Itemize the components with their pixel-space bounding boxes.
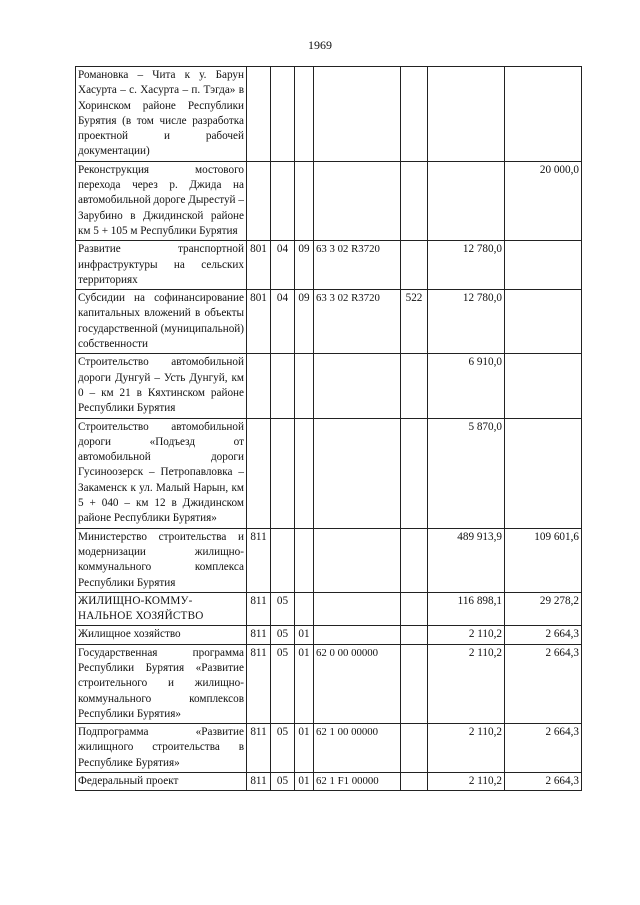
row-pr-cell <box>295 418 314 528</box>
table-row <box>76 773 582 791</box>
row-pr-cell <box>295 161 314 240</box>
row-name-cell: Строительство автомобильной дороги Дунгуй – Усть Дунгуй, км 0 – км 21 в Кяхтинском районе Республики Бурятия <box>76 354 247 418</box>
table-row <box>76 528 582 592</box>
table-row <box>76 644 582 723</box>
row-sum-1-cell: 2 110,2 <box>428 724 505 773</box>
table-row <box>76 724 582 773</box>
row-sum-1-cell <box>428 161 505 240</box>
row-gr-cell: 811 <box>247 773 271 791</box>
row-gr-cell: 811 <box>247 592 271 626</box>
row-rz-cell <box>271 354 295 418</box>
row-name-cell: ЖИЛИЩНО-КОММУ-НАЛЬНОЕ ХОЗЯЙСТВО <box>76 592 247 626</box>
row-sum-1-cell: 12 780,0 <box>428 241 505 290</box>
row-name-cell: Подпрограмма «Развитие жилищного строительства в Республике Бурятия» <box>76 724 247 773</box>
row-csr-cell <box>314 354 401 418</box>
row-pr-cell: 01 <box>295 626 314 644</box>
row-name-cell: Развитие транспортной инфраструктуры на сельских территориях <box>76 241 247 290</box>
row-rz-cell: 05 <box>271 724 295 773</box>
row-pr-cell <box>295 67 314 162</box>
row-sum-1-cell: 2 110,2 <box>428 644 505 723</box>
table-row <box>76 241 582 290</box>
row-csr-cell <box>314 161 401 240</box>
row-vr-cell <box>401 418 428 528</box>
table-row <box>76 67 582 162</box>
row-sum-2-cell <box>505 418 582 528</box>
row-name-cell: Романовка – Чита к у. Барун Хасурта – с. Хасурта – п. Тэгда» в Хоринском районе Республики Бурятия (в том числе разработка проектной и рабочей документации) <box>76 67 247 162</box>
row-rz-cell: 05 <box>271 644 295 723</box>
row-sum-1-cell: 2 110,2 <box>428 773 505 791</box>
row-pr-cell: 09 <box>295 290 314 354</box>
row-sum-2-cell: 2 664,3 <box>505 644 582 723</box>
budget-table <box>75 66 582 791</box>
row-vr-cell <box>401 161 428 240</box>
row-name-cell: Государственная программа Республики Бурятия «Развитие строительного и жилищно-коммунального комплексов Республики Бурятия» <box>76 644 247 723</box>
row-name-cell: Федеральный проект <box>76 773 247 791</box>
table-row <box>76 354 582 418</box>
row-sum-1-cell: 2 110,2 <box>428 626 505 644</box>
row-name-cell: Субсидии на софинансирование капитальных вложений в объекты государственной (муниципальной) собственности <box>76 290 247 354</box>
row-csr-cell: 63 3 02 R3720 <box>314 241 401 290</box>
row-gr-cell <box>247 418 271 528</box>
row-sum-2-cell: 2 664,3 <box>505 773 582 791</box>
row-pr-cell: 01 <box>295 773 314 791</box>
row-vr-cell <box>401 626 428 644</box>
row-vr-cell <box>401 241 428 290</box>
row-vr-cell <box>401 773 428 791</box>
row-sum-1-cell: 116 898,1 <box>428 592 505 626</box>
table-row <box>76 418 582 528</box>
row-csr-cell <box>314 626 401 644</box>
row-sum-2-cell <box>505 354 582 418</box>
row-sum-2-cell: 2 664,3 <box>505 724 582 773</box>
row-name-cell: Министерство строительства и модернизации жилищно-коммунального комплекса Республики Бурятия <box>76 528 247 592</box>
row-pr-cell: 01 <box>295 724 314 773</box>
row-gr-cell: 811 <box>247 528 271 592</box>
row-gr-cell: 801 <box>247 241 271 290</box>
row-gr-cell: 801 <box>247 290 271 354</box>
row-name-cell: Строительство автомобильной дороги «Подъезд от автомобильной дороги Гусиноозерск – Петропавловка – Закаменск к ул. Малый Нарын, км 5 + 040 – км 12 в Джидинском районе Республики Бурятия» <box>76 418 247 528</box>
row-csr-cell <box>314 528 401 592</box>
row-vr-cell <box>401 354 428 418</box>
row-sum-2-cell: 109 601,6 <box>505 528 582 592</box>
row-gr-cell: 811 <box>247 724 271 773</box>
row-gr-cell: 811 <box>247 626 271 644</box>
row-csr-cell: 62 1 00 00000 <box>314 724 401 773</box>
row-vr-cell <box>401 644 428 723</box>
row-sum-2-cell <box>505 290 582 354</box>
table-row <box>76 161 582 240</box>
row-pr-cell <box>295 354 314 418</box>
row-rz-cell: 04 <box>271 241 295 290</box>
row-vr-cell <box>401 592 428 626</box>
row-sum-1-cell: 489 913,9 <box>428 528 505 592</box>
row-name-cell: Жилищное хозяйство <box>76 626 247 644</box>
row-rz-cell <box>271 418 295 528</box>
row-sum-2-cell: 29 278,2 <box>505 592 582 626</box>
row-sum-1-cell <box>428 67 505 162</box>
page-number: 1969 <box>308 38 332 52</box>
row-gr-cell: 811 <box>247 644 271 723</box>
row-gr-cell <box>247 161 271 240</box>
row-sum-2-cell: 2 664,3 <box>505 626 582 644</box>
row-rz-cell: 05 <box>271 592 295 626</box>
row-csr-cell <box>314 418 401 528</box>
row-vr-cell <box>401 528 428 592</box>
row-vr-cell: 522 <box>401 290 428 354</box>
row-gr-cell <box>247 354 271 418</box>
row-pr-cell: 01 <box>295 644 314 723</box>
row-csr-cell <box>314 67 401 162</box>
row-rz-cell: 05 <box>271 626 295 644</box>
table-body <box>76 67 582 791</box>
row-vr-cell <box>401 724 428 773</box>
row-rz-cell <box>271 528 295 592</box>
table-row <box>76 290 582 354</box>
row-rz-cell: 05 <box>271 773 295 791</box>
row-sum-2-cell <box>505 67 582 162</box>
row-rz-cell: 04 <box>271 290 295 354</box>
row-sum-2-cell <box>505 241 582 290</box>
row-csr-cell: 63 3 02 R3720 <box>314 290 401 354</box>
row-pr-cell <box>295 528 314 592</box>
row-csr-cell: 62 0 00 00000 <box>314 644 401 723</box>
row-pr-cell <box>295 592 314 626</box>
row-sum-2-cell: 20 000,0 <box>505 161 582 240</box>
table-row <box>76 626 582 644</box>
row-csr-cell: 62 1 F1 00000 <box>314 773 401 791</box>
row-csr-cell <box>314 592 401 626</box>
row-gr-cell <box>247 67 271 162</box>
row-rz-cell <box>271 161 295 240</box>
row-sum-1-cell: 6 910,0 <box>428 354 505 418</box>
row-pr-cell: 09 <box>295 241 314 290</box>
row-rz-cell <box>271 67 295 162</box>
row-sum-1-cell: 5 870,0 <box>428 418 505 528</box>
table-row <box>76 592 582 626</box>
row-vr-cell <box>401 67 428 162</box>
row-sum-1-cell: 12 780,0 <box>428 290 505 354</box>
row-name-cell: Реконструкция мостового перехода через р. Джида на автомобильной дороге Дырестуй – Зарубино в Джидинской районе км 5 + 105 м Республики Бурятия <box>76 161 247 240</box>
